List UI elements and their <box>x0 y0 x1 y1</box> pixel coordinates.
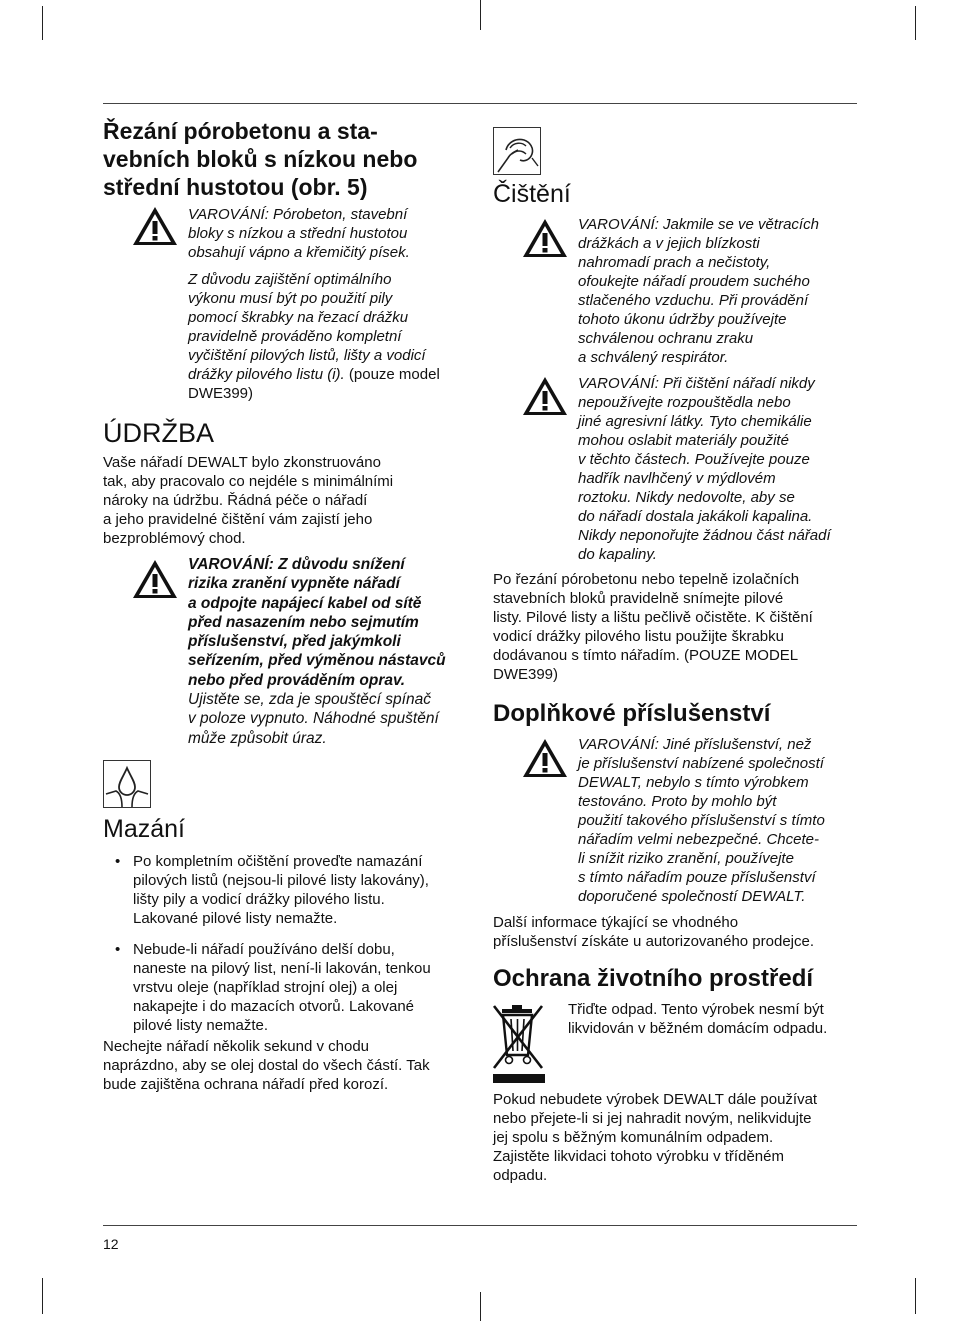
warning-triangle-icon <box>521 737 569 779</box>
maintenance-heading: ÚDRŽBA <box>103 418 215 448</box>
list-item: • Nebude-li nářadí používáno delší dobu, naneste na pilový list, není-li lakován, tenkou vrstvu oleje (například strojní olej) a olej nakapejte i do mazacích otvorů. Lakované pilové listy nemažte. <box>103 940 483 1035</box>
crop-mark-top-center <box>480 0 481 30</box>
environment-side-text: Třiďte odpad. Tento výrobek nesmí být likvidován v běžném domácím odpadu. <box>568 1001 828 1037</box>
top-rule <box>103 103 857 104</box>
lubrication-list <box>103 852 483 1041</box>
crop-mark-bottom-center <box>480 1292 481 1321</box>
warning-label: VAROVÁNÍ: <box>188 206 269 223</box>
warning-triangle-icon <box>131 205 179 247</box>
cutting-heading: Řezání pórobetonu a sta- vebních bloků s nízkou nebo střední hustotou (obr. 5) <box>103 118 418 200</box>
crop-mark-top-left <box>42 6 43 40</box>
warning-triangle-icon <box>521 375 569 417</box>
warning-triangle-icon <box>131 558 179 600</box>
warning-triangle-icon <box>521 217 569 259</box>
crop-mark-bottom-right <box>915 1278 916 1314</box>
lubrication-paragraph: Nechejte nářadí několik sekund v chodu naprázdno, aby se olej dostal do všech částí. Tak bude zajištěna ochrana nářadí před korozí. <box>103 1038 430 1093</box>
page-number: 12 <box>103 1236 119 1252</box>
crop-mark-bottom-left <box>42 1278 43 1314</box>
environment-paragraph: Pokud nebudete výrobek DEWALT dále používat nebo přejete-li si jej nahradit novým, nelikvidujte jej spolu s běžným komunálním odpadem. Zajistěte likvidaci tohoto výrobku v tříděném odpadu. <box>493 1091 818 1184</box>
maintenance-paragraph: Vaše nářadí DEWALT bylo zkonstruováno tak, aby pracovalo co nejdéle s minimálními nároky na údržbu. Řádná péče o nářadí a jeho pravidelné čištění vám zajistí jeho bezproblémový chod. <box>103 454 394 547</box>
cleaning-paragraph: Po řezání pórobetonu nebo tepelně izolačních stavebních bloků pravidelně snímejte pilové listy. Pilové listy a lištu pečlivě očistěte. K čištění vodicí drážky pilového listu použijte škrabku dodávanou s tímto nářadím. (POUZE MODEL DWE399) <box>493 571 813 683</box>
lubrication-heading: Mazání <box>103 815 185 843</box>
list-item: • Po kompletním očištění proveďte namazání pilových listů (nejsou-li pilové listy lakovány), lišty pily a vodicí drážky pilového listu. Lakované pilové listy nemažte. <box>103 852 483 928</box>
cleaning-hand-icon <box>493 127 541 175</box>
bottom-rule <box>103 1225 857 1226</box>
crop-mark-top-right <box>915 6 916 40</box>
accessories-paragraph: Další informace týkající se vhodného příslušenství získáte u autorizovaného prodejce. <box>493 914 815 950</box>
cutting-warning-text: VAROVÁNÍ: Pórobeton, stavební bloky s nízkou a střední hustotou obsahují vápno a křemičitý písek. <box>188 206 410 261</box>
oil-drop-icon <box>103 760 151 808</box>
environment-heading: Ochrana životního prostředí <box>493 965 814 992</box>
cleaning-heading: Čištění <box>493 180 571 208</box>
crossed-bin-icon <box>490 1000 552 1084</box>
accessories-heading: Doplňkové příslušenství <box>493 700 771 727</box>
